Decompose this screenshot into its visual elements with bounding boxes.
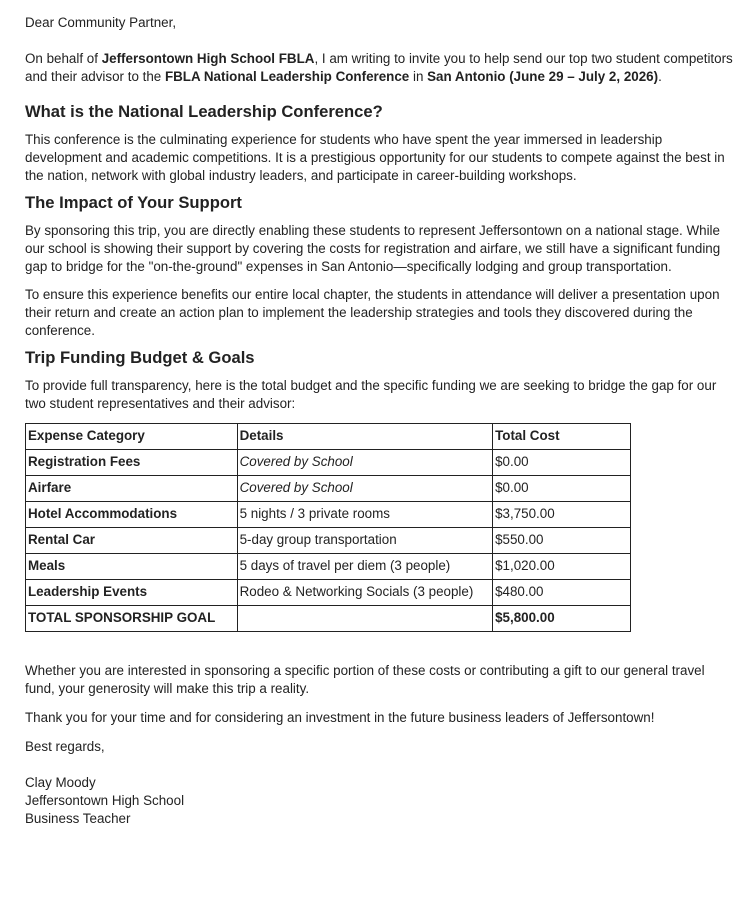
intro-text-4: . bbox=[658, 69, 662, 84]
section-heading-impact: The Impact of Your Support bbox=[25, 193, 242, 212]
table-row bbox=[26, 554, 631, 580]
salutation: Dear Community Partner, bbox=[25, 15, 177, 30]
table-header-details: Details bbox=[237, 424, 492, 450]
table-total-row bbox=[26, 606, 631, 632]
signature-name: Clay Moody bbox=[25, 775, 96, 790]
signoff: Best regards, bbox=[25, 739, 105, 754]
section-heading-budget: Trip Funding Budget & Goals bbox=[25, 348, 255, 367]
table-cell-details: Rodeo & Networking Socials (3 people) bbox=[237, 580, 492, 606]
table-header-row bbox=[26, 424, 631, 450]
section-body-impact-1: By sponsoring this trip, you are directly enabling these students to represent Jeffersontown on a national stage. While our school is showing their support by covering the costs for registration and airfare, we still have a significant funding gap to bridge for the "on-the-ground" expenses in San Antonio—specifically lodging and group transportation. bbox=[25, 223, 721, 274]
table-cell-cost: $0.00 bbox=[493, 450, 631, 476]
section-heading-conference: What is the National Leadership Conference? bbox=[25, 102, 383, 121]
table-cell-category: Registration Fees bbox=[26, 450, 238, 476]
table-total-details bbox=[237, 606, 492, 632]
table-cell-details: 5-day group transportation bbox=[237, 528, 492, 554]
intro-text-2: , I am writing to invite you to help send our top two student competitors and their advisor to the bbox=[25, 51, 733, 84]
table-header-category: Expense Category bbox=[26, 424, 238, 450]
table-cell-cost: $550.00 bbox=[493, 528, 631, 554]
closing-paragraph-2: Thank you for your time and for considering an investment in the future business leaders of Jeffersontown! bbox=[25, 710, 655, 725]
table-cell-details: Covered by School bbox=[237, 450, 492, 476]
table-total-cost: $5,800.00 bbox=[493, 606, 631, 632]
intro-paragraph bbox=[25, 50, 737, 86]
table-row bbox=[26, 476, 631, 502]
signature-title: Business Teacher bbox=[25, 811, 131, 826]
table-cell-category: Hotel Accommodations bbox=[26, 502, 238, 528]
intro-chapter-name: Jeffersontown High School FBLA bbox=[101, 51, 315, 66]
signature-school: Jeffersontown High School bbox=[25, 793, 185, 808]
table-cell-cost: $480.00 bbox=[493, 580, 631, 606]
table-row bbox=[26, 502, 631, 528]
intro-location-dates: San Antonio (June 29 – July 2, 2026) bbox=[427, 69, 659, 84]
closing-paragraph-1: Whether you are interested in sponsoring a specific portion of these costs or contributing a gift to our general travel fund, your generosity will make this trip a reality. bbox=[25, 663, 705, 696]
intro-text-1: On behalf of bbox=[25, 51, 102, 66]
table-cell-cost: $0.00 bbox=[493, 476, 631, 502]
table-cell-category: Rental Car bbox=[26, 528, 238, 554]
letter bbox=[25, 14, 737, 828]
section-body-conference: This conference is the culminating experience for students who have spent the year immersed in leadership development and academic competitions. It is a prestigious opportunity for our students to compete against the best in the nation, network with global industry leaders, and participate in career-building workshops. bbox=[25, 132, 725, 183]
table-cell-details: 5 days of travel per diem (3 people) bbox=[237, 554, 492, 580]
table-row bbox=[26, 580, 631, 606]
table-row bbox=[26, 450, 631, 476]
table-row bbox=[26, 528, 631, 554]
budget-table bbox=[25, 423, 631, 632]
table-total-label: TOTAL SPONSORSHIP GOAL bbox=[26, 606, 238, 632]
section-body-budget: To provide full transparency, here is the total budget and the specific funding we are seeking to bridge the gap for our two student representatives and their advisor: bbox=[25, 378, 717, 411]
section-body-impact-2: To ensure this experience benefits our entire local chapter, the students in attendance will deliver a presentation upon their return and create an action plan to implement the leadership strategies and tools they discovered during the conference. bbox=[25, 287, 720, 338]
intro-text-3: in bbox=[409, 69, 428, 84]
table-cell-cost: $3,750.00 bbox=[493, 502, 631, 528]
table-cell-details: 5 nights / 3 private rooms bbox=[237, 502, 492, 528]
table-cell-category: Leadership Events bbox=[26, 580, 238, 606]
intro-conference-name: FBLA National Leadership Conference bbox=[164, 69, 410, 84]
table-cell-category: Meals bbox=[26, 554, 238, 580]
table-cell-cost: $1,020.00 bbox=[493, 554, 631, 580]
table-header-cost: Total Cost bbox=[493, 424, 631, 450]
table-cell-details: Covered by School bbox=[237, 476, 492, 502]
signature-block bbox=[25, 774, 737, 828]
table-cell-category: Airfare bbox=[26, 476, 238, 502]
